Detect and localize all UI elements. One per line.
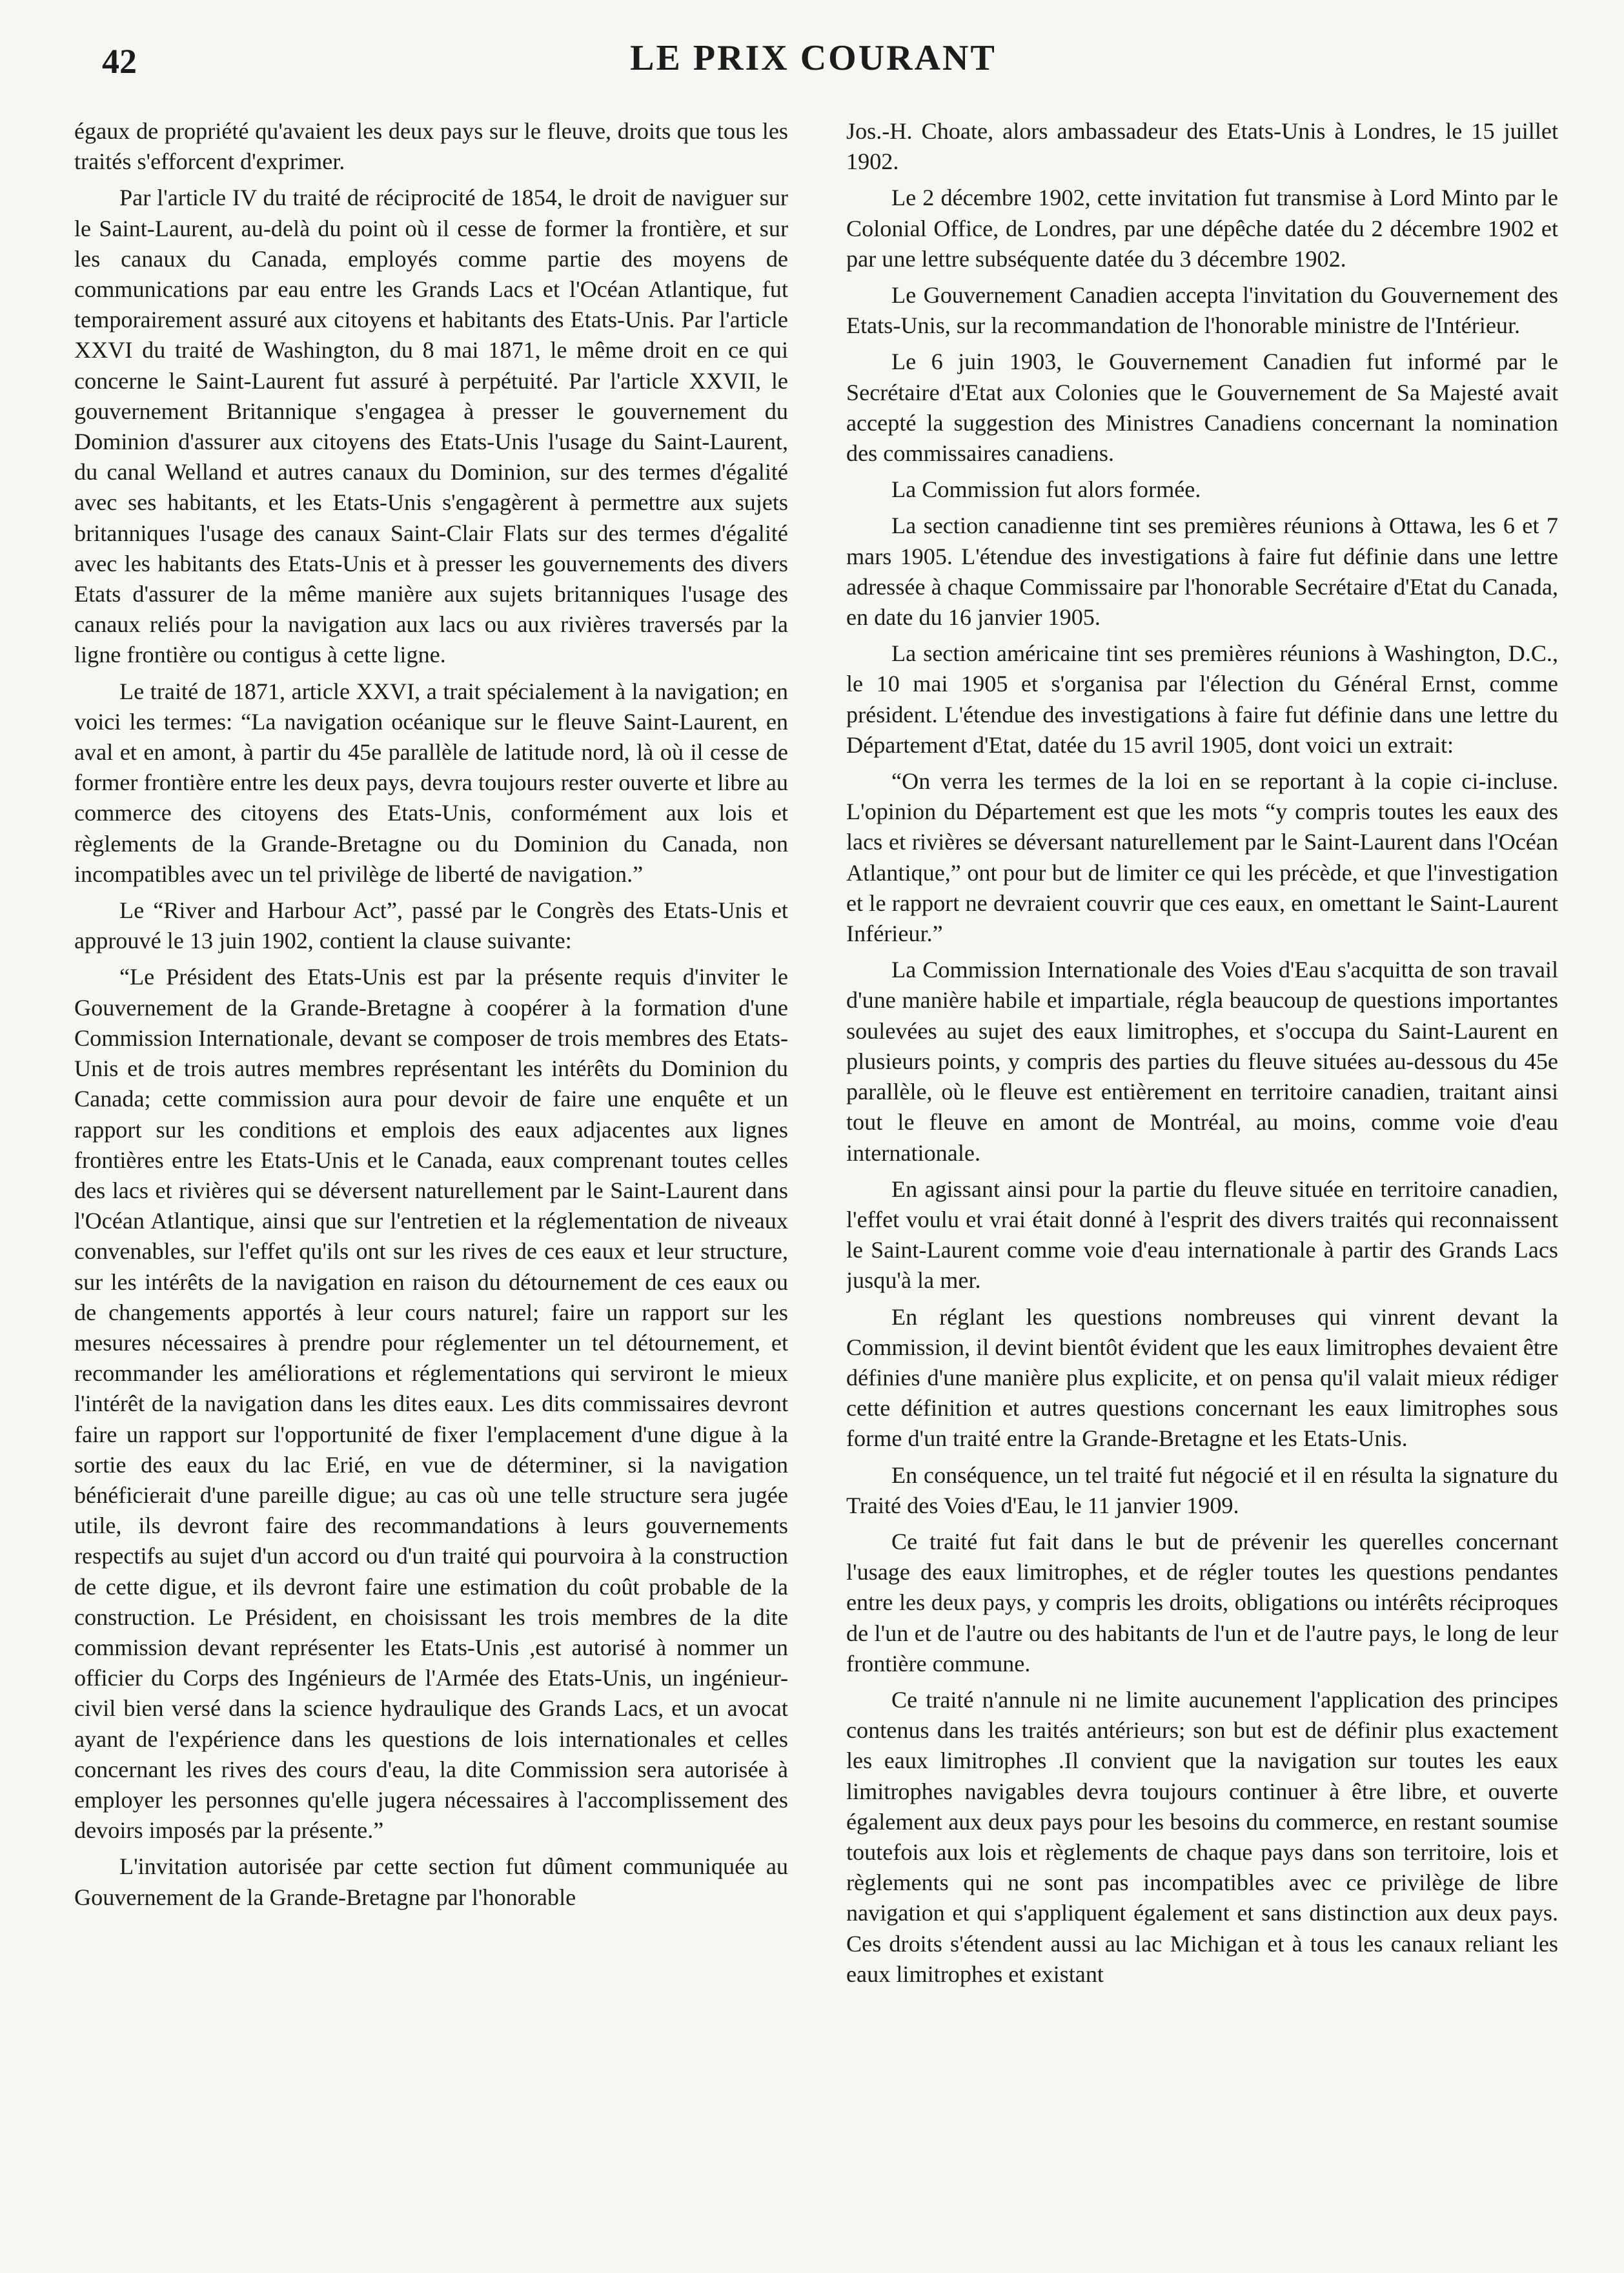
quoted-paragraph: “Le Président des Etats-Unis est par la présente requis d'inviter le Gouvernement de la Grande-Bretagne à coopérer à la formation d'une Commission Internationale, devant se composer de trois membres des Etats-Unis et de trois autres membres représentant les intérêts du Dominion du Canada; cette commission aura pour devoir de faire une enquête et un rapport sur les conditions et emplois des eaux adjacentes aux lignes frontières entre les Etats-Unis et le Canada, eaux comprenant toutes celles des lacs et rivières qui se déversent naturellement par le Saint-Laurent dans l'Océan Atlantique, ainsi que sur l'entretien et la réglementation de niveaux convenables, sur l'effet qu'ils ont sur les rives de ces eaux et leur structure, sur les intérêts de la navigation en raison du détournement de ces eaux ou de changements apportés à leur cours naturel; faire un rapport sur les mesures nécessaires à prendre pour réglementer un tel détournement, et recommander les améliorations et réglementations qui serviront le mieux l'intérêt de la navigation dans les dites eaux. Les dits commissaires devront faire un rapport sur l'opportunité de fixer l'emplacement d'une digue à la sortie des eaux du lac Erié, en vue de déterminer, si la navigation bénéficierait d'une pareille digue; au cas où une telle structure sera jugée utile, ils devront faire des recommandations à leurs gouvernements respectifs au sujet d'un accord ou d'un traité qui pourvoira à la construction de cette digue, et ils devront faire une estimation du coût probable de la construction. Le Président, en choisissant les trois membres de la dite commission devant représenter les Etats-Unis ,est autorisé à nommer un officier du Corps des Ingénieurs de l'Armée des Etats-Unis, un ingénieur-civil bien versé dans la science hydraulique des Grands Lacs, et un avocat ayant de l'expérience dans les questions de lois internationales et celles concernant les rives des cours d'eau, la dite Commission sera autorisée à employer les personnes qu'elle jugera nécessaires à l'accomplissement des devoirs imposés par la présente.” [74, 964, 788, 1844]
paragraph: L'invitation autorisée par cette section fut dûment communiquée au Gouvernement de la Grande-Bretagne par l'honorable [74, 1853, 788, 1910]
paragraph: Ce traité fut fait dans le but de prévenir les querelles concernant l'usage des eaux limitrophes, et de régler toutes les questions pendantes entre les deux pays, y compris les droits, obligations ou intérêts réciproques de l'un et de l'autre ou des habitants de l'un et de l'autre pays, le long de leur frontière commune. [846, 1528, 1558, 1677]
paragraph: Le traité de 1871, article XXVI, a trait spécialement à la navigation; en voici les termes: “La navigation océanique sur le fleuve Saint-Laurent, en aval et en amont, à partir du 45e parallèle de latitude nord, là où il cesse de former frontière entre les deux pays, devra toujours rester ouverte et libre au commerce des citoyens des Etats-Unis, conformément aux lois et règlements de la Grande-Bretagne ou du Dominion du Canada, non incompatibles avec un tel privilège de liberté de navigation.” [74, 678, 788, 887]
paragraph: La section américaine tint ses premières réunions à Washington, D.C., le 10 mai 1905 et s'organisa par l'élection du Général Ernst, comme président. L'étendue des investigations à faire fut définie dans une lettre du Département d'Etat, datée du 15 avril 1905, dont voici un extrait: [846, 640, 1558, 758]
paragraph: Par l'article IV du traité de réciprocité de 1854, le droit de naviguer sur le Saint-Laurent, au-delà du point où il cesse de former la frontière, et sur les canaux du Canada, employés comme partie des moyens de communications par eau entre les Grands Lacs et l'Océan Atlantique, fut temporairement assuré aux citoyens et habitants des Etats-Unis. Par l'article XXVI du traité de Washington, du 8 mai 1871, le même droit en ce qui concerne le Saint-Laurent fut assuré à perpétuité. Par l'article XXVII, le gouvernement Britannique s'engagea à presser le gouvernement du Dominion d'assurer aux citoyens des Etats-Unis l'usage du Saint-Laurent, du canal Welland et autres canaux du Dominion, sur des termes d'égalité avec ses habitants, et les Etats-Unis s'engagèrent à permettre aux sujets britanniques l'usage des canaux Saint-Clair Flats sur des termes d'égalité avec les habitants des Etats-Unis et à presser les gouvernements des divers Etats d'assurer de la même manière aux sujets britanniques l'usage des canaux reliés pour la navigation aux lacs ou aux rivières traversés par la ligne frontière ou contigus à cette ligne. [74, 185, 788, 668]
paragraph: En réglant les questions nombreuses qui vinrent devant la Commission, il devint bientôt évident que les eaux limitrophes devaient être définies d'une manière plus explicite, et on pensa qu'il valait mieux rédiger cette définition et autres questions concernant les eaux limitrophes sous forme d'un traité entre la Grande-Bretagne et les Etats-Unis. [846, 1303, 1558, 1452]
left-column [74, 116, 788, 2208]
page-number: 42 [102, 42, 137, 81]
paragraph: Le 2 décembre 1902, cette invitation fut transmise à Lord Minto par le Colonial Office, de Londres, par une dépêche datée du 2 décembre 1902 et par une lettre subséquente datée du 3 décembre 1902. [846, 185, 1558, 272]
paragraph: La section canadienne tint ses premières réunions à Ottawa, les 6 et 7 mars 1905. L'étendue des investigations à faire fut définie dans une lettre adressée à chaque Commissaire par l'honorable Secrétaire d'Etat du Canada, en date du 16 janvier 1905. [846, 513, 1558, 631]
paragraph: La Commission fut alors formée. [891, 476, 1201, 503]
running-title: LE PRIX COURANT [630, 38, 997, 78]
paragraph: Le Gouvernement Canadien accepta l'invitation du Gouvernement des Etats-Unis, sur la recommandation de l'honorable ministre de l'Intérieur. [846, 282, 1558, 339]
paragraph: Jos.-H. Choate, alors ambassadeur des Etats-Unis à Londres, le 15 juillet 1902. [846, 118, 1558, 175]
paragraph: Le “River and Harbour Act”, passé par le Congrès des Etats-Unis et approuvé le 13 juin 1902, contient la clause suivante: [74, 897, 788, 954]
paragraph: Ce traité n'annule ni ne limite aucunement l'application des principes contenus dans les traités antérieurs; son but est de définir plus exactement les eaux limitrophes .Il convient que la navigation sur toutes les eaux limitrophes navigables devra toujours continuer à être libre, et ouverte également aux deux pays pour les besoins du commerce, en restant soumise toutefois aux lois et règlements de chaque pays dans son territoire, lois et règlements qui ne sont pas incompatibles avec ce privilège de libre navigation et qui s'appliquent également et sans distinction aux deux pays. Ces droits s'étendent aussi au lac Michigan et à tous les canaux reliant les eaux limitrophes et existant [846, 1686, 1558, 1987]
paragraph: En agissant ainsi pour la partie du fleuve située en territoire canadien, l'effet voulu et vrai était donné à l'esprit des divers traités qui reconnaissent le Saint-Laurent comme voie d'eau internationale à partir des Grands Lacs jusqu'à la mer. [846, 1176, 1558, 1294]
paragraph: Le 6 juin 1903, le Gouvernement Canadien fut informé par le Secrétaire d'Etat aux Colonies que le Gouvernement de Sa Majesté avait accepté la suggestion des Ministres Canadiens concernant la nomination des commissaires canadiens. [846, 349, 1558, 467]
quoted-paragraph: “On verra les termes de la loi en se reportant à la copie ci-incluse. L'opinion du Département est que les mots “y compris toutes les eaux des lacs et rivières se déversant naturellement par le Saint-Laurent dans l'Océan Atlantique,” ont pour but de limiter ce qui les précède, et que l'investigation et le rapport ne devraient couvrir que ces eaux, en omettant le Saint-Laurent Inférieur.” [846, 768, 1558, 947]
paragraph: La Commission Internationale des Voies d'Eau s'acquitta de son travail d'une manière habile et impartiale, régla beaucoup de questions importantes soulevées au sujet des eaux limitrophes, et s'occupa du Saint-Laurent en plusieurs points, y compris des parties du fleuve situées au-dessous du 45e parallèle, où le fleuve est entièrement en territoire canadien, traitant ainsi tout le fleuve en amont de Montréal, au moins, comme voie d'eau internationale. [846, 957, 1558, 1166]
paragraph: égaux de propriété qu'avaient les deux pays sur le fleuve, droits que tous les traités s'efforcent d'exprimer. [74, 118, 788, 175]
paragraph: En conséquence, un tel traité fut négocié et il en résulta la signature du Traité des Voies d'Eau, le 11 janvier 1909. [846, 1462, 1558, 1518]
page-header [71, 37, 1556, 83]
right-column [846, 116, 1558, 2208]
